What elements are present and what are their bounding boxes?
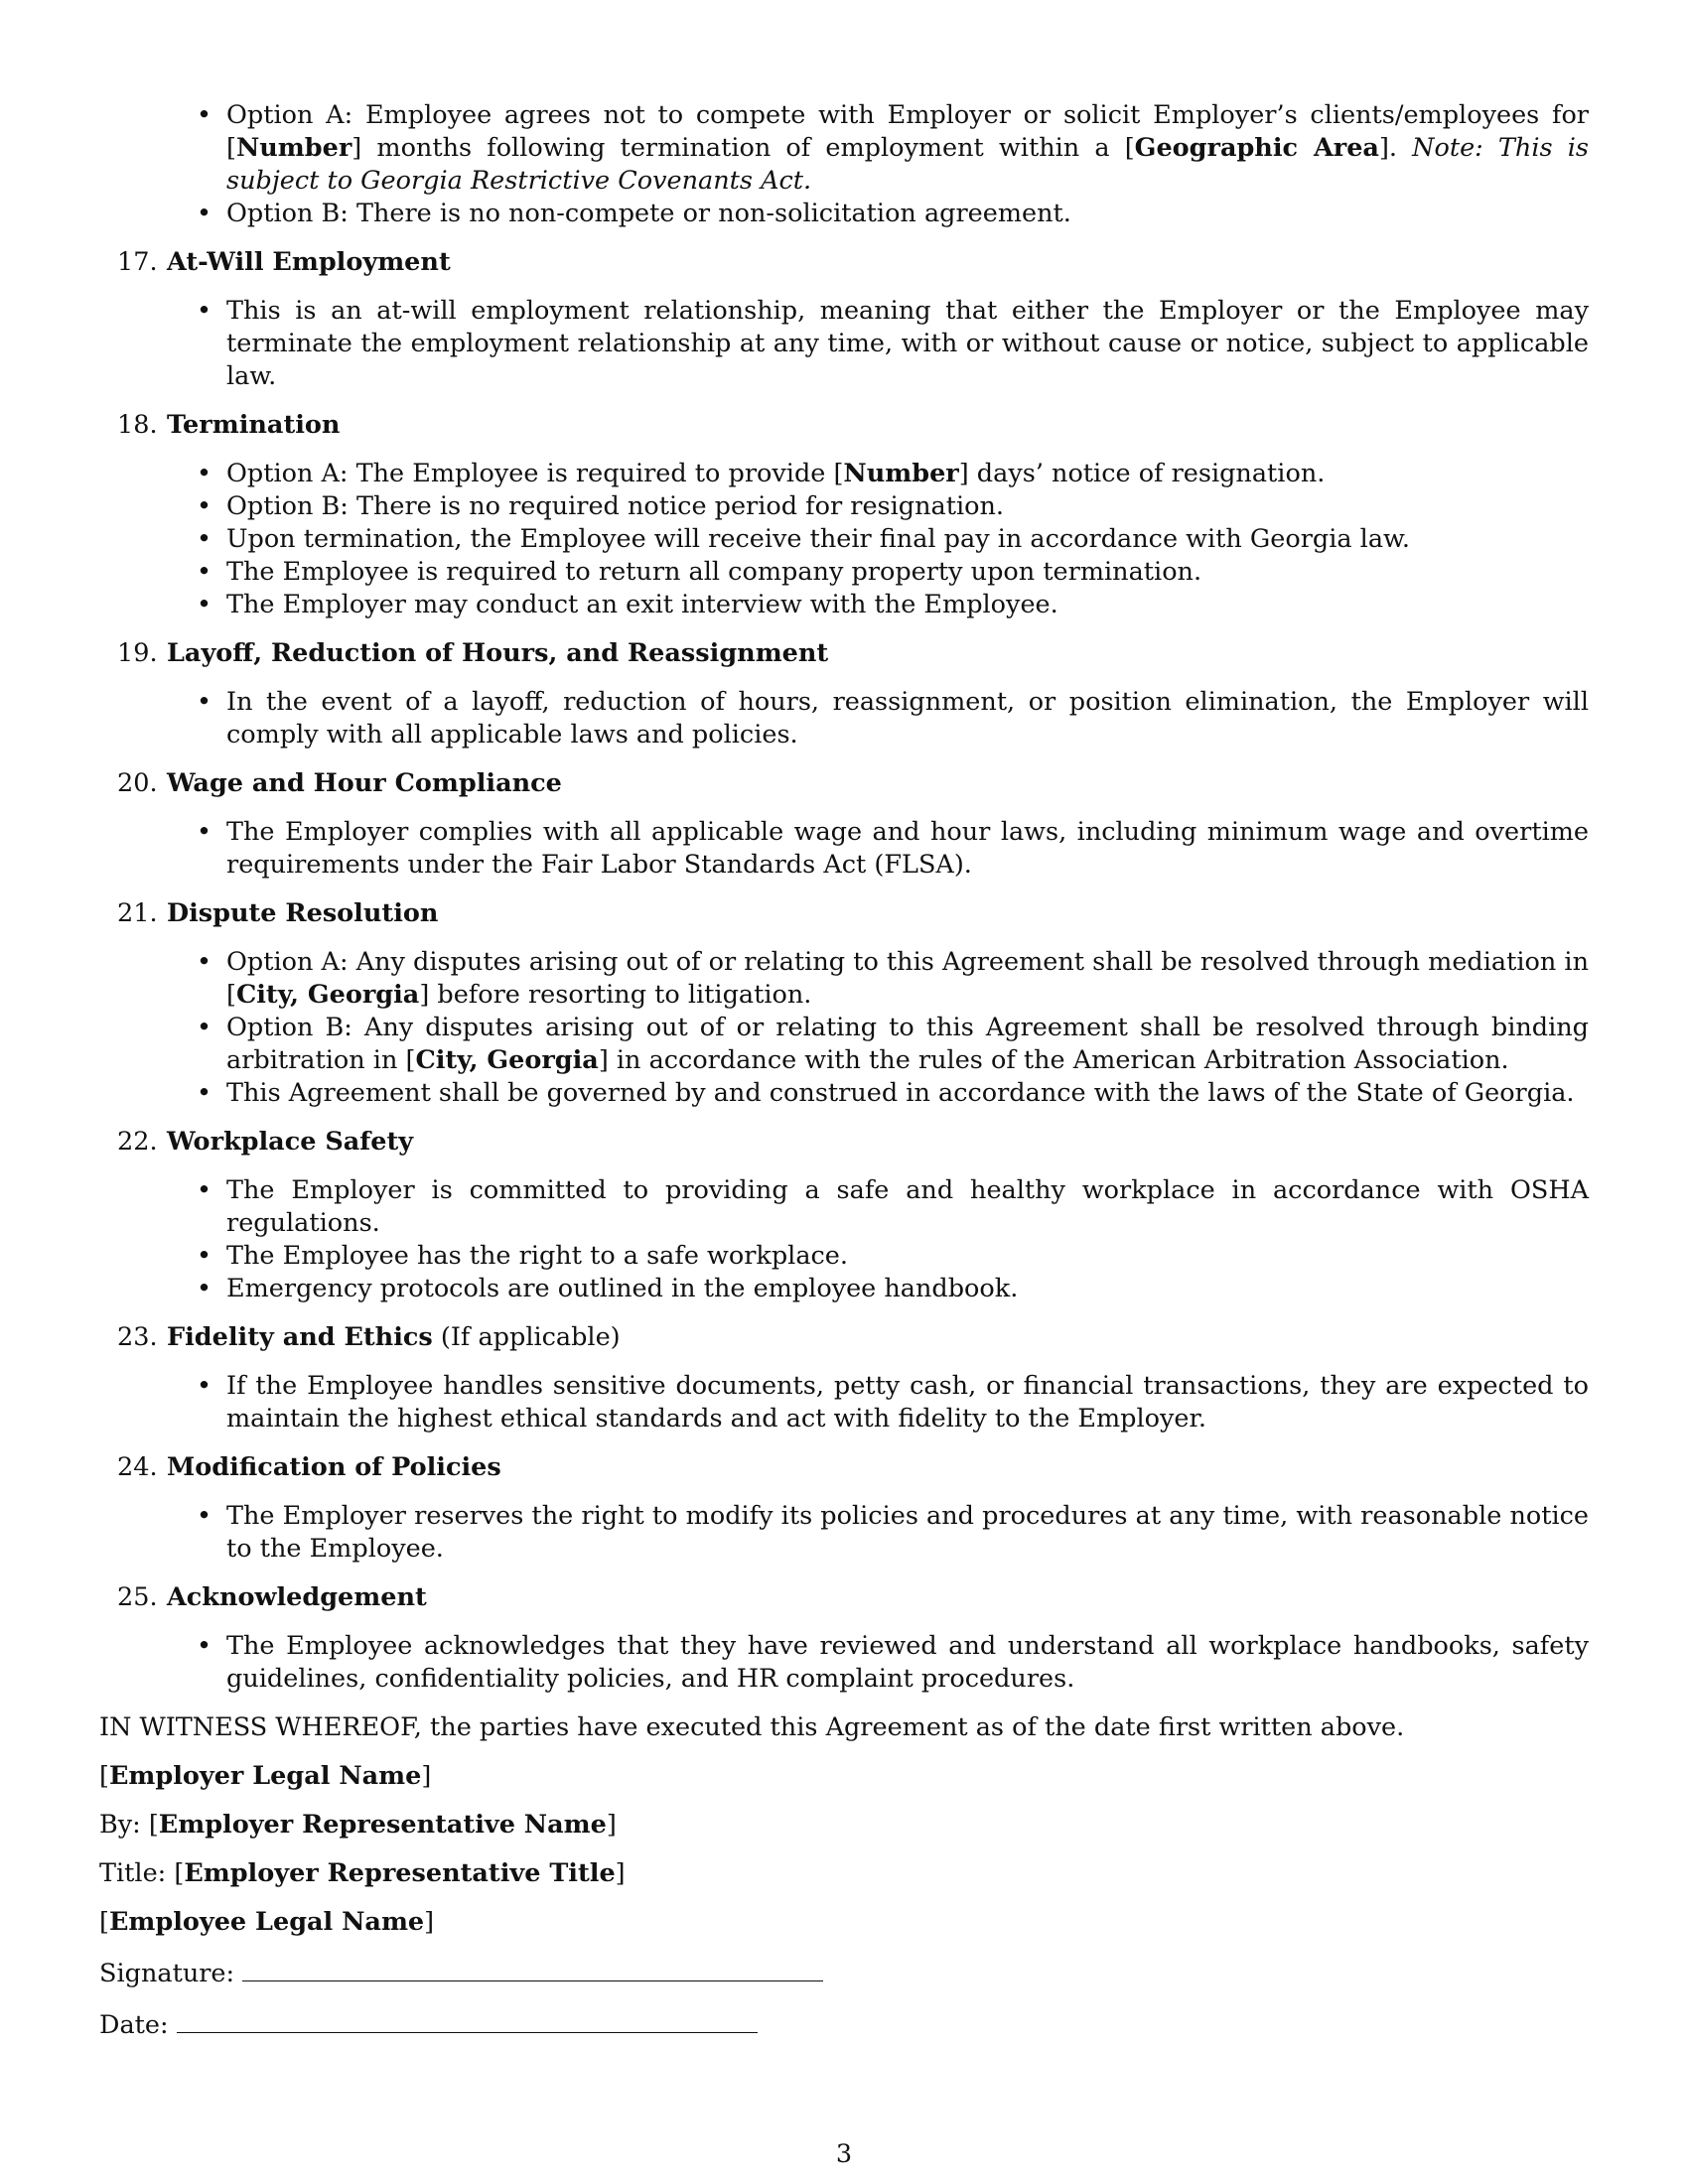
section-18-option-b: • Option B: There is no required notice period for resignation. (226, 490, 1589, 523)
section-20-heading: 20. Wage and Hour Compliance (117, 768, 562, 798)
section-22-item-emergency: • Emergency protocols are outlined in the employee handbook. (226, 1273, 1589, 1305)
section-16-option-a: • Option A: Employee agrees not to compete with Employer or solicit Employer’s clients/employees for [Number] months following termination of employment within a [Geographic Area]. Note: This is subject to Georgia Restrictive Covenants Act. (226, 99, 1589, 198)
section-17-heading: 17. At-Will Employment (117, 247, 451, 277)
section-17-list (99, 295, 1589, 393)
witness-clause: IN WITNESS WHEREOF, the parties have executed this Agreement as of the date first written above. (99, 1712, 1405, 1742)
section-22-item-right: • The Employee has the right to a safe workplace. (226, 1240, 1589, 1273)
section-18-heading: 18. Termination (117, 410, 341, 440)
section-23-item: • If the Employee handles sensitive documents, petty cash, or financial transactions, they are expected to maintain the highest ethical standards and act with fidelity to the Employer. (226, 1370, 1589, 1435)
section-16-option-b: • Option B: There is no non-compete or non-solicitation agreement. (226, 198, 1589, 230)
section-21-governing-law: • This Agreement shall be governed by and construed in accordance with the laws of the State of Georgia. (226, 1077, 1589, 1110)
section-20-list (99, 816, 1589, 882)
section-25-list (99, 1630, 1589, 1696)
section-18-item-property: • The Employee is required to return all company property upon termination. (226, 556, 1589, 589)
section-20-item: • The Employer complies with all applicable wage and hour laws, including minimum wage and overtime requirements under the Fair Labor Standards Act (FLSA). (226, 816, 1589, 882)
date-blank (177, 2006, 758, 2033)
section-19-list (99, 686, 1589, 751)
section-24-list (99, 1500, 1589, 1566)
section-23-list (99, 1370, 1589, 1435)
section-18-option-a: • Option A: The Employee is required to provide [Number] days’ notice of resignation. (226, 458, 1589, 490)
section-18-list (99, 458, 1589, 621)
employer-name-line: [Employer Legal Name] (99, 1761, 432, 1791)
section-21-option-a: • Option A: Any disputes arising out of or relating to this Agreement shall be resolved through mediation in [City, Georgia] before resorting to litigation. (226, 946, 1589, 1012)
signature-blank (242, 1955, 823, 1981)
section-24-item: • The Employer reserves the right to modify its policies and procedures at any time, with reasonable notice to the Employee. (226, 1500, 1589, 1566)
section-19-item: • In the event of a layoff, reduction of hours, reassignment, or position elimination, the Employer will comply with all applicable laws and policies. (226, 686, 1589, 751)
section-22-list (99, 1174, 1589, 1305)
section-17-item: • This is an at-will employment relationship, meaning that either the Employer or the Employee may terminate the employment relationship at any time, with or without cause or notice, subject to applicable law. (226, 295, 1589, 393)
page-number: 3 (835, 2139, 853, 2169)
section-22-heading: 22. Workplace Safety (117, 1127, 414, 1157)
section-19-heading: 19. Layoff, Reduction of Hours, and Reassignment (117, 638, 829, 668)
title-line: Title: [Employer Representative Title] (99, 1858, 626, 1888)
section-21-heading: 21. Dispute Resolution (117, 898, 439, 928)
document-page (99, 99, 1589, 2042)
section-18-item-final-pay: • Upon termination, the Employee will receive their final pay in accordance with Georgia law. (226, 523, 1589, 556)
section-24-heading: 24. Modification of Policies (117, 1452, 501, 1482)
section-18-item-exit-interview: • The Employer may conduct an exit interview with the Employee. (226, 589, 1589, 621)
employee-name-line: [Employee Legal Name] (99, 1907, 435, 1937)
section-22-item-osha: • The Employer is committed to providing a safe and healthy workplace in accordance with OSHA regulations. (226, 1174, 1589, 1240)
section-25-heading: 25. Acknowledgement (117, 1582, 427, 1612)
section-16-list (99, 99, 1589, 230)
section-25-item: • The Employee acknowledges that they have reviewed and understand all workplace handbooks, safety guidelines, confidentiality policies, and HR complaint procedures. (226, 1630, 1589, 1696)
section-21-list (99, 946, 1589, 1110)
section-21-option-b: • Option B: Any disputes arising out of or relating to this Agreement shall be resolved through binding arbitration in [City, Georgia] in accordance with the rules of the American Arbitration Association. (226, 1012, 1589, 1077)
signature-line: Signature: (99, 1955, 1589, 1990)
date-line: Date: (99, 2006, 1589, 2042)
section-23-heading: 23. Fidelity and Ethics (If applicable) (117, 1322, 621, 1352)
by-line: By: [Employer Representative Name] (99, 1810, 617, 1840)
